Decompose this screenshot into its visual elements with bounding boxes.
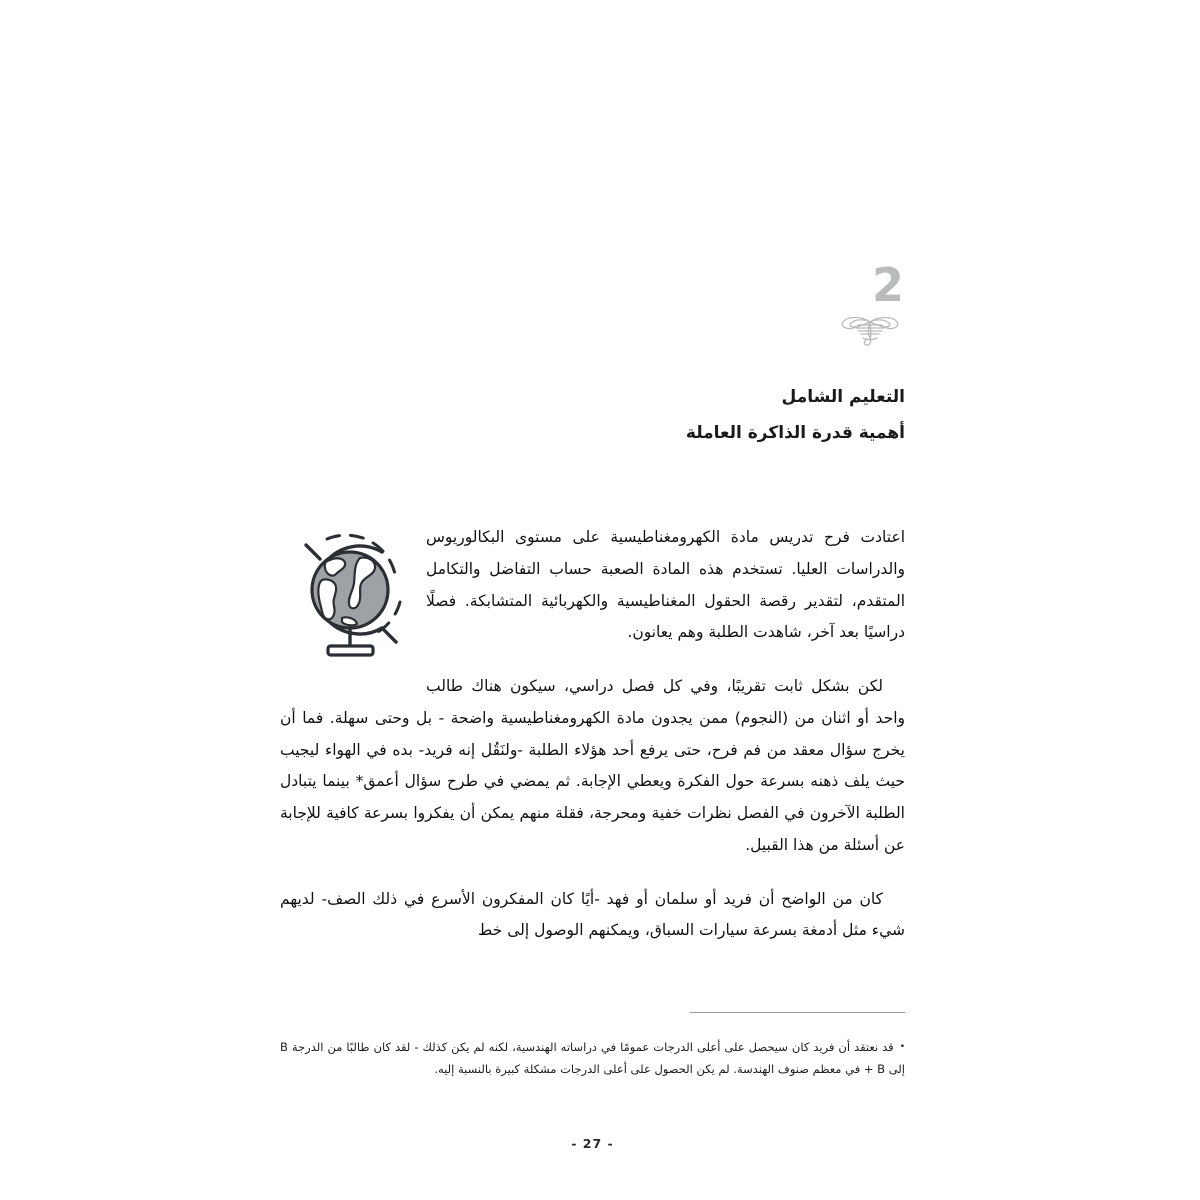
page-content-column bbox=[280, 0, 905, 1200]
knotwork-flourish-ornament bbox=[835, 314, 905, 348]
page-number-folio: - 27 - bbox=[571, 1136, 614, 1151]
paragraph-3 bbox=[280, 884, 905, 948]
paragraph-2 bbox=[280, 671, 905, 862]
footnote-area bbox=[280, 1012, 905, 1081]
body-text-area bbox=[280, 522, 905, 969]
globe-on-stand-icon bbox=[286, 518, 416, 668]
chapter-opener bbox=[280, 258, 905, 348]
footnote-body bbox=[280, 1024, 905, 1081]
paragraph-3-text: كان من الواضح أن فريد أو سلمان أو فهد -أيًا كان المفكرون الأسرع في ذلك الصف- لديهم شيء مثل أدمغة بسرعة سيارات السباق، ويمكنهم الوصول إلى خط bbox=[280, 889, 905, 940]
paragraph-2-text: لكن بشكل ثابت تقريبًا، وفي كل فصل دراسي، سيكون هناك طالب واحد أو اثنان من (النجوم) ممن يجدون مادة الكهرومغناطيسية واضحة - بل وحتى سهلة. فما أن يخرج سؤال معقد من فم فرح، حتى يرفع أحد هؤلاء الطلبة -ولنَقُل إنه فريد- بده في الهواء ليجيب حيث يلف ذهنه بسرعة حول الفكرة ويعطي الإجابة. ثم يمضي في طرح سؤال أعمق* بينما يتبادل الطلبة الآخرون في الفصل نظرات خفية ومحرجة، فقلة منهم يمكن أن يفكروا بسرعة كافية للإجابة عن أسئلة من هذا القبيل. bbox=[280, 677, 905, 854]
paragraph-1-text: اعتادت فرح تدريس مادة الكهرومغناطيسية على مستوى البكالوريوس والدراسات العليا. تستخدم هذه المادة الصعبة حساب التفاضل والتكامل المتقدم، لتقدير رقصة الحقول المغناطيسية والكهربائية المتشابكة. فصلًا دراسيًا بعد آخر، شاهدت الطلبة وهم يعانون. bbox=[426, 528, 905, 642]
heading-main: التعليم الشامل bbox=[781, 387, 905, 407]
paragraph-1 bbox=[280, 522, 905, 649]
footnote-text: قد نعتقد أن فريد كان سيحصل على أعلى الدرجات عمومًا في دراساته الهندسية، لكنه لم يكن كذلك - لقد كان طالبًا من الدرجة B إلى B + في معظم صنوف الهندسة. لم يكن الحصول على أعلى الدرجات مشكلة كبيرة بالنسبة إليه. bbox=[280, 1040, 905, 1077]
heading-block bbox=[280, 384, 905, 447]
footnote-bullet-marker: • bbox=[899, 1042, 905, 1052]
footnote-entry bbox=[280, 1036, 905, 1081]
footnote-separator-rule bbox=[690, 1012, 905, 1013]
chapter-number: 2 bbox=[871, 258, 903, 312]
heading-sub: أهمية قدرة الذاكرة العاملة bbox=[685, 423, 905, 444]
